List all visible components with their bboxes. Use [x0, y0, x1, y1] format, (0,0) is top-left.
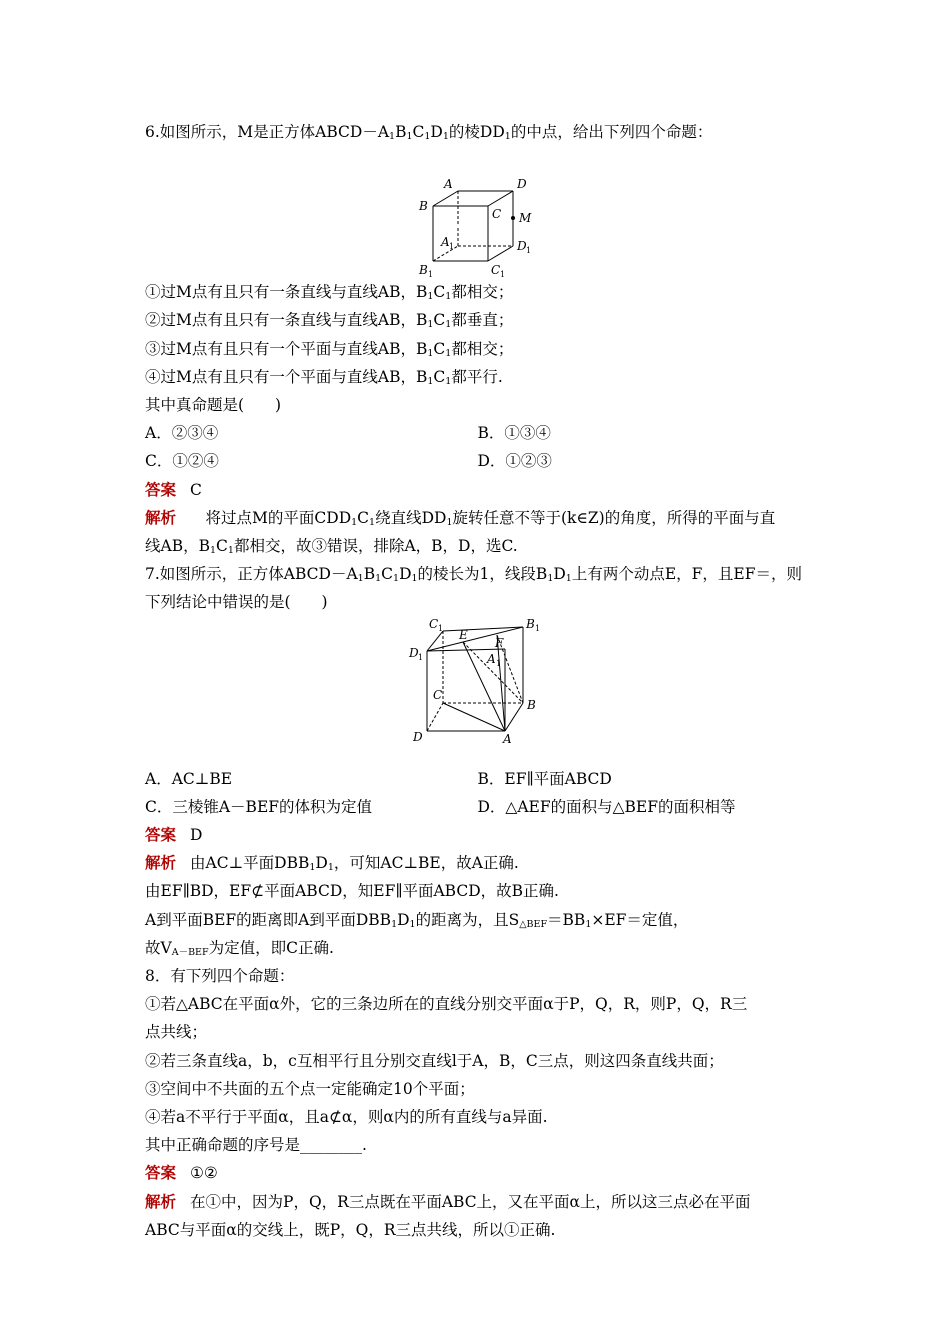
q6-item-3: ③过M点有且只有一个平面与直线AB，$B_1C_1$都相交；	[145, 339, 514, 359]
label-b: B	[419, 199, 428, 214]
q7-option-c: C．三棱锥A－BEF的体积为定值	[145, 797, 373, 816]
point-m	[511, 216, 515, 220]
q7-analysis-1: 解析 由AC⊥平面$DBB_1D_1$，可知AC⊥BE，故A正确.	[145, 853, 519, 874]
label-m: M	[519, 211, 532, 226]
label-d: D	[517, 177, 527, 192]
q7-analysis-4: 故$V_{A-BEF}$为定值，即C正确.	[145, 938, 334, 958]
label-a1: A	[487, 651, 496, 666]
q7-answer: 答案 D	[145, 825, 203, 845]
q6-item-2: ②过M点有且只有一条直线与直线AB，$B_1C_1$都垂直；	[145, 311, 514, 331]
q7-options-row-2	[145, 793, 810, 821]
q8-analysis-2: ABC与平面α的交线上，既P，Q，R三点共线，所以①正确.	[145, 1220, 556, 1239]
label-d1: D	[409, 645, 419, 660]
q7-options-row-1	[145, 765, 810, 793]
q7-analysis-3: A到平面BEF的距离即A到平面$DBB_1D_1$的距离为，且$S_{\triangle BEF}=BB_1\times EF=$定值，	[145, 910, 689, 930]
label-b1: B	[526, 618, 535, 631]
svg-text:1: 1	[500, 270, 506, 280]
q8-item-4: ④若a不平行于平面α，且a⊄α，则α内的所有直线与a异面.	[145, 1108, 548, 1127]
q7-cube-diagram	[407, 619, 557, 767]
label-c1: C	[491, 263, 501, 278]
svg-text:1: 1	[535, 623, 541, 633]
q8-answer: 答案 ①②	[145, 1163, 218, 1183]
q6-option-c: C．①②④	[145, 452, 219, 471]
label-a: A	[503, 731, 512, 746]
q6-answer: 答案 C	[145, 479, 202, 499]
label-d1: D	[517, 239, 527, 254]
q8-item-1b: 点共线；	[145, 1023, 208, 1042]
q7-option-d: D．△AEF的面积与△BEF的面积相等	[477, 797, 736, 816]
q8-item-2: ②若三条直线a，b，c互相平行且分别交直线l于A，B，C三点，则这四条直线共面；	[145, 1051, 724, 1070]
svg-text:1: 1	[418, 652, 424, 662]
q6-cube-diagram	[415, 148, 555, 280]
label-b: B	[527, 697, 536, 712]
svg-text:1: 1	[526, 246, 532, 256]
q7-cube-figure	[145, 617, 810, 765]
label-c: C	[433, 687, 443, 702]
q7-option-a: A．AC⊥BE	[145, 769, 233, 788]
svg-text:1: 1	[449, 242, 455, 252]
label-a: A	[444, 177, 453, 192]
q6-cube-figure	[145, 146, 810, 278]
q7-stem-1: 7.如图所示，正方体$ABCD-A_1B_1C_1D_1$的棱长为1，线段$B_1D_1$上有两个动点E，F，且EF＝，则	[145, 565, 802, 585]
label-b1: B	[419, 263, 428, 278]
svg-text:1: 1	[428, 270, 434, 280]
q8-analysis-1: 解析 在①中，因为P，Q，R三点既在平面ABC上，又在平面α上，所以这三点必在平面	[145, 1191, 751, 1211]
q6-option-a: A．②③④	[145, 424, 219, 443]
q8-item-1a: ①若△ABC在平面α外，它的三条边所在的直线分别交平面α于P，Q，R，则P，Q，R三	[145, 995, 748, 1014]
q7-option-b: B．EF∥平面ABCD	[477, 769, 612, 788]
q8-stem: 8．有下列四个命题：	[145, 967, 295, 986]
svg-text:1: 1	[496, 658, 502, 668]
q6-options-row-2	[145, 447, 810, 475]
q8-item-3: ③空间中不共面的五个点一定能确定10个平面；	[145, 1079, 475, 1098]
q6-stem: 6.如图所示，M是正方体$ABCD-A_1B_1C_1D_1$的棱$DD_1$的中点，给出下列四个命题：	[145, 123, 713, 142]
q6-item-4: ④过M点有且只有一个平面与直线AB，$B_1C_1$都平行.	[145, 367, 503, 387]
q6-analysis-2: 线AB，$B_1C_1$都相交，故③错误，排除A，B，D，选C.	[145, 537, 518, 557]
q7-stem-2: 下列结论中错误的是( )	[145, 593, 328, 612]
label-d: D	[413, 729, 423, 744]
q6-option-d: D．①②③	[477, 452, 552, 471]
label-a1: A	[441, 235, 450, 250]
document-page	[145, 118, 810, 1244]
label-f: F	[495, 635, 504, 650]
label-c1: C	[429, 618, 439, 631]
label-e: E	[459, 627, 468, 642]
q6-question: 其中真命题是( )	[145, 396, 282, 415]
q6-options-row-1	[145, 419, 810, 447]
q8-question: 其中正确命题的序号是________.	[145, 1136, 367, 1155]
svg-text:1: 1	[438, 623, 444, 633]
q7-analysis-2: 由EF∥BD，EF⊄平面ABCD，知EF∥平面ABCD，故B正确.	[145, 882, 559, 901]
q6-analysis-1: 解析 将过点M的平面$CDD_1C_1$绕直线$DD_1$旋转任意不等于(k∈Z)的角度，所得的平面与直	[145, 507, 776, 528]
q6-option-b: B．①③④	[477, 424, 551, 443]
label-c: C	[492, 207, 502, 222]
q6-item-1: ①过M点有且只有一条直线与直线AB，$B_1C_1$都相交；	[145, 283, 514, 303]
